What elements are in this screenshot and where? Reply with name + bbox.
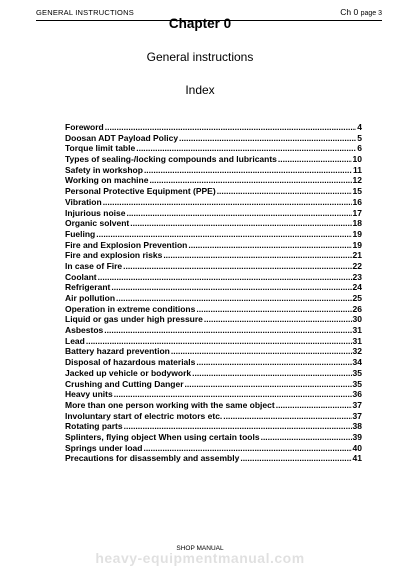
- toc-entry[interactable]: [65, 379, 362, 390]
- toc-leader-dots: [278, 154, 352, 165]
- toc-leader-dots: [124, 421, 352, 432]
- toc-entry-title: Working on machine: [65, 175, 149, 186]
- toc-entry[interactable]: [65, 218, 362, 229]
- toc-entry-title: Coolant: [65, 271, 97, 282]
- toc-entry-page: 36: [352, 389, 362, 400]
- toc-entry-page: 25: [352, 293, 362, 303]
- toc-entry[interactable]: [65, 240, 362, 251]
- toc-entry-title: Asbestos: [65, 325, 104, 336]
- toc-entry-page: 19: [352, 239, 362, 250]
- toc-leader-dots: [204, 314, 352, 325]
- toc-entry-page: 16: [352, 196, 362, 207]
- chapter-subtitle: General instructions: [146, 50, 254, 64]
- toc-entry[interactable]: [65, 229, 362, 240]
- toc-entry[interactable]: [65, 453, 362, 464]
- toc-leader-dots: [223, 411, 351, 422]
- toc-leader-dots: [86, 336, 352, 347]
- toc-entry[interactable]: [65, 197, 362, 208]
- toc-entry-page: 35: [352, 378, 362, 389]
- toc-leader-dots: [185, 379, 352, 390]
- toc-entry[interactable]: [65, 389, 362, 400]
- toc-entry-page: 6: [357, 143, 362, 154]
- toc-entry-page: 37: [352, 399, 362, 410]
- toc-entry-page: 17: [352, 207, 362, 218]
- toc-entry-title: Vibration: [65, 196, 102, 207]
- toc-entry[interactable]: [65, 143, 362, 154]
- toc-entry[interactable]: [65, 346, 362, 357]
- toc-leader-dots: [149, 175, 351, 186]
- toc-entry-title: Injurious noise: [65, 207, 126, 218]
- toc-entry-page: 38: [352, 421, 362, 432]
- toc-entry[interactable]: [65, 314, 362, 325]
- toc-entry[interactable]: [65, 133, 362, 144]
- toc-entry-page: 41: [352, 453, 362, 464]
- toc-entry-page: 24: [352, 282, 362, 293]
- toc-leader-dots: [261, 432, 352, 443]
- toc-entry-page: 31: [352, 335, 362, 346]
- toc-entry-title: Involuntary start of electric motors etc.: [65, 410, 223, 421]
- toc-entry-page: 21: [352, 250, 362, 261]
- index-heading: Index: [185, 83, 215, 97]
- toc-entry-title: Precautions for disassembly and assembly: [65, 453, 240, 464]
- toc-leader-dots: [104, 325, 351, 336]
- toc-entry-page: 34: [352, 357, 362, 368]
- toc-entry-title: Springs under load: [65, 442, 143, 453]
- toc-entry[interactable]: [65, 208, 362, 219]
- toc-entry[interactable]: [65, 293, 362, 304]
- toc-entry-page: 18: [352, 218, 362, 229]
- toc-entry-title: Operation in extreme conditions: [65, 303, 196, 314]
- toc-entry[interactable]: [65, 261, 362, 272]
- toc-entry-page: 11: [353, 164, 362, 175]
- toc-leader-dots: [96, 229, 351, 240]
- toc-entry-title: Torque limit table: [65, 143, 136, 154]
- toc-leader-dots: [240, 453, 351, 464]
- toc-entry[interactable]: [65, 122, 362, 133]
- toc-entry[interactable]: [65, 304, 362, 315]
- toc-entry-title: Personal Protective Equipment (PPE): [65, 186, 216, 197]
- toc-entry-title: Crushing and Cutting Danger: [65, 378, 184, 389]
- toc-entry-page: 10: [352, 154, 362, 165]
- toc-leader-dots: [188, 240, 351, 251]
- toc-entry-page: 31: [352, 325, 362, 336]
- toc-entry[interactable]: [65, 154, 362, 165]
- toc-leader-dots: [163, 250, 351, 261]
- toc-entry-title: Air pollution: [65, 293, 116, 303]
- toc-leader-dots: [192, 368, 351, 379]
- toc-leader-dots: [105, 122, 357, 133]
- toc-entry-title: Disposal of hazardous materials: [65, 357, 196, 368]
- toc-leader-dots: [143, 443, 351, 454]
- toc-entry[interactable]: [65, 443, 362, 454]
- toc-entry[interactable]: [65, 175, 362, 186]
- toc-entry-title: Refrigerant: [65, 282, 111, 293]
- toc-leader-dots: [126, 208, 351, 219]
- toc-entry[interactable]: [65, 250, 362, 261]
- toc-entry-page: 30: [352, 314, 362, 325]
- section-title: GENERAL INSTRUCTIONS: [36, 8, 134, 17]
- toc-leader-dots: [144, 165, 352, 176]
- page-number: page 3: [360, 10, 382, 17]
- toc-entry[interactable]: [65, 357, 362, 368]
- toc-entry-page: 12: [352, 175, 362, 186]
- toc-leader-dots: [196, 304, 351, 315]
- toc-entry-page: 23: [352, 271, 362, 282]
- toc-entry-title: More than one person working with the same object: [65, 399, 275, 410]
- toc-leader-dots: [114, 389, 352, 400]
- toc-leader-dots: [276, 400, 352, 411]
- toc-entry-page: 40: [352, 442, 362, 453]
- toc-leader-dots: [123, 261, 351, 272]
- toc-entry-title: In case of Fire: [65, 260, 123, 271]
- toc-entry[interactable]: [65, 421, 362, 432]
- toc-entry-title: Fire and explosion risks: [65, 250, 163, 261]
- toc-entry-title: Safety in workshop: [65, 164, 143, 175]
- toc-entry-title: Splinters, flying object When using certain tools: [65, 431, 260, 442]
- toc-entry-title: Foreword: [65, 122, 104, 132]
- toc-entry-title: Organic solvent: [65, 218, 130, 229]
- toc-leader-dots: [179, 133, 356, 144]
- toc-entry[interactable]: [65, 272, 362, 283]
- toc-entry-page: 5: [357, 132, 362, 143]
- toc-entry-title: Battery hazard prevention: [65, 346, 170, 357]
- toc-entry-title: Fire and Explosion Prevention: [65, 239, 188, 250]
- toc-entry-title: Fueling: [65, 228, 96, 239]
- toc-entry-title: Types of sealing-/locking compounds and lubricants: [65, 154, 277, 165]
- toc-entry-page: 39: [352, 431, 362, 442]
- toc-entry-page: 4: [357, 122, 362, 132]
- toc-entry-title: Rotating parts: [65, 421, 123, 432]
- chapter-heading: Chapter 0: [168, 16, 232, 31]
- toc-entry-title: Liquid or gas under high pressure: [65, 314, 203, 325]
- toc-leader-dots: [136, 143, 356, 154]
- toc-leader-dots: [116, 293, 351, 304]
- watermark: heavy-equipmentmanual.com: [95, 550, 305, 566]
- toc-entry-page: 19: [352, 228, 362, 239]
- toc-entry[interactable]: [65, 336, 362, 347]
- toc-entry-page: 32: [352, 346, 362, 357]
- toc-leader-dots: [103, 197, 352, 208]
- toc-entry-page: 22: [352, 260, 362, 271]
- toc-leader-dots: [111, 282, 351, 293]
- chapter-ref: Ch 0: [340, 7, 359, 17]
- toc-entry[interactable]: [65, 400, 362, 411]
- toc-entry-page: 15: [352, 186, 362, 197]
- toc-entry[interactable]: [65, 368, 362, 379]
- toc-entry-page: 26: [352, 303, 362, 314]
- toc-leader-dots: [196, 357, 351, 368]
- toc-entry-title: Heavy units: [65, 389, 113, 400]
- footer-label: SHOP MANUAL: [176, 545, 224, 552]
- toc-entry-title: Doosan ADT Payload Policy: [65, 132, 179, 143]
- table-of-contents: [65, 122, 362, 464]
- toc-entry-title: Lead: [65, 335, 85, 346]
- toc-entry-title: Jacked up vehicle or bodywork: [65, 367, 192, 378]
- toc-entry[interactable]: [65, 282, 362, 293]
- toc-entry[interactable]: [65, 325, 362, 336]
- toc-leader-dots: [130, 218, 351, 229]
- toc-leader-dots: [98, 272, 352, 283]
- toc-entry[interactable]: [65, 432, 362, 443]
- toc-entry[interactable]: [65, 411, 362, 422]
- toc-entry-page: 35: [352, 367, 362, 378]
- toc-leader-dots: [171, 346, 352, 357]
- toc-leader-dots: [217, 186, 352, 197]
- toc-entry[interactable]: [65, 186, 362, 197]
- toc-entry[interactable]: [65, 165, 362, 176]
- toc-entry-page: 37: [352, 410, 362, 421]
